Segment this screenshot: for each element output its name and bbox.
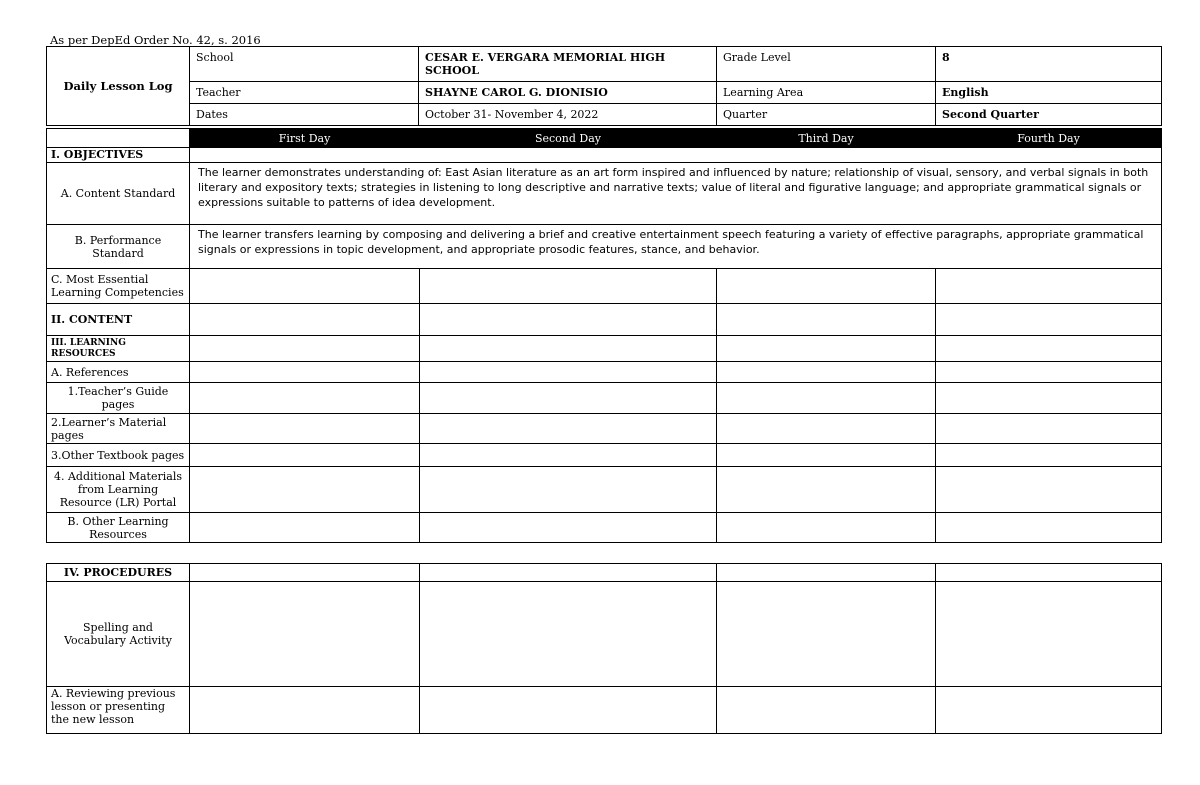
spelling-vocabulary-label: Spelling and Vocabulary Activity: [47, 582, 190, 687]
cell: [936, 564, 1162, 582]
cell: [717, 336, 936, 362]
cell: [420, 467, 717, 513]
cell: [420, 304, 717, 336]
cell: [936, 362, 1162, 383]
school-value: CESAR E. VERGARA MEMORIAL HIGH SCHOOL: [419, 47, 717, 82]
other-textbook-label: 3.Other Textbook pages: [47, 444, 190, 467]
cell: [420, 362, 717, 383]
cell: [420, 269, 717, 304]
cell: [717, 564, 936, 582]
content-standard-text: The learner demonstrates understanding of: East Asian literature as an art form inspired and influenced by nature; relationship of visual, sensory, and verbal signals in both literary and expository texts; strategies in listening to long descriptive and narrative texts; value of literal and figurative language; and appropriate grammatical signals or expressions suitable to patterns of idea development.: [190, 163, 1162, 225]
cell: [717, 304, 936, 336]
cell: [936, 414, 1162, 444]
cell: [936, 513, 1162, 543]
cell: [717, 414, 936, 444]
cell: [936, 444, 1162, 467]
cell: [190, 687, 420, 734]
cell: [717, 444, 936, 467]
performance-standard-text: The learner transfers learning by composing and delivering a brief and creative entertainment speech featuring a variety of effective paragraphs, appropriate grammatical signals or expressions in topic development, and appropriate prosodic features, stance, and behavior.: [190, 225, 1162, 269]
cell: [190, 362, 420, 383]
cell: [717, 513, 936, 543]
cell: [420, 444, 717, 467]
cell: [717, 687, 936, 734]
cell: [420, 582, 717, 687]
daily-lesson-log-title: Daily Lesson Log: [47, 47, 190, 126]
cell: [936, 336, 1162, 362]
cell: [190, 444, 420, 467]
day-header-4: Fourth Day: [936, 129, 1162, 148]
learning-area-label: Learning Area: [717, 82, 936, 104]
objectives-heading: I. OBJECTIVES: [47, 148, 190, 163]
cell: [190, 304, 420, 336]
deped-order-caption: As per DepEd Order No. 42, s. 2016: [50, 33, 261, 47]
cell: [190, 336, 420, 362]
reviewing-lesson-label: A. Reviewing previous lesson or presenting the new lesson: [47, 687, 190, 734]
cell: [717, 383, 936, 414]
cell: [717, 467, 936, 513]
references-label: A. References: [47, 362, 190, 383]
cell: [420, 513, 717, 543]
lesson-table: [46, 128, 1162, 543]
content-heading: II. CONTENT: [47, 304, 190, 336]
cell: [190, 269, 420, 304]
melc-label: C. Most Essential Learning Competencies: [47, 269, 190, 304]
cell: [717, 269, 936, 304]
content-standard-label: A. Content Standard: [47, 163, 190, 225]
day-header-1: First Day: [190, 129, 420, 148]
cell: [420, 564, 717, 582]
cell: [936, 582, 1162, 687]
additional-materials-label: 4. Additional Materials from Learning Resource (LR) Portal: [47, 467, 190, 513]
learning-area-value: English: [936, 82, 1162, 104]
day-header-2: Second Day: [420, 129, 717, 148]
procedures-table: [46, 563, 1162, 734]
quarter-value: Second Quarter: [936, 104, 1162, 126]
cell: [190, 414, 420, 444]
performance-standard-label: B. Performance Standard: [47, 225, 190, 269]
grade-level-value: 8: [936, 47, 1162, 82]
quarter-label: Quarter: [717, 104, 936, 126]
teacher-value: SHAYNE CAROL G. DIONISIO: [419, 82, 717, 104]
dates-value: October 31- November 4, 2022: [419, 104, 717, 126]
header-table: [46, 46, 1162, 126]
cell: [420, 383, 717, 414]
school-label: School: [190, 47, 419, 82]
teacher-label: Teacher: [190, 82, 419, 104]
cell: [936, 687, 1162, 734]
cell: [420, 687, 717, 734]
cell: [190, 564, 420, 582]
cell: [190, 467, 420, 513]
dates-label: Dates: [190, 104, 419, 126]
objectives-blank: [190, 148, 1162, 163]
cell: [717, 362, 936, 383]
cell: [420, 414, 717, 444]
cell: [717, 582, 936, 687]
cell: [936, 269, 1162, 304]
learning-resources-heading: III. LEARNING RESOURCES: [47, 336, 190, 362]
day-header-3: Third Day: [717, 129, 936, 148]
grade-level-label: Grade Level: [717, 47, 936, 82]
cell: [190, 513, 420, 543]
cell: [936, 467, 1162, 513]
cell: [936, 383, 1162, 414]
corner-cell: [47, 129, 190, 148]
cell: [936, 304, 1162, 336]
learners-material-label: 2.Learner’s Material pages: [47, 414, 190, 444]
other-resources-label: B. Other Learning Resources: [47, 513, 190, 543]
procedures-heading: IV. PROCEDURES: [47, 564, 190, 582]
cell: [190, 582, 420, 687]
cell: [190, 383, 420, 414]
cell: [420, 336, 717, 362]
teachers-guide-label: 1.Teacher’s Guide pages: [47, 383, 190, 414]
